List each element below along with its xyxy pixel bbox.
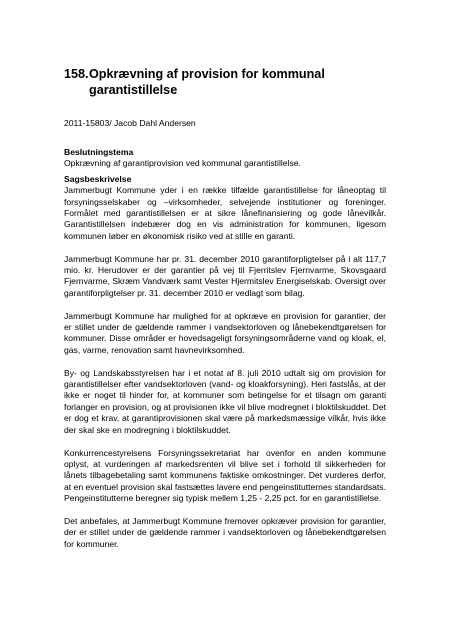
page-title — [64, 66, 364, 98]
document-body — [64, 147, 386, 562]
sagsbeskrivelse-heading: Sagsbeskrivelse — [64, 173, 132, 184]
case-reference: 2011-15803/ Jacob Dahl Andersen — [64, 118, 196, 128]
beslutningstema-text: Opkrævning af garantiprovision ved kommunal garantistillelse. — [64, 158, 301, 169]
title-line-2: garantistillelse — [89, 83, 178, 97]
beslutningstema-heading: Beslutningstema — [64, 147, 134, 157]
paragraph-1: Jammerbugt Kommune yder i en række tilfælde garantistillelse for låneoptag til forsyningsselskaber og –virksomheder, selvejende institutioner og foreninger. Formålet med garantistillelsen er at sikre lånefinansiering og gode lånevilkår. Garantistillelsen indebærer dog en vis administration for kommunen, ligesom kommunen løber en økonomisk risiko ved at stille en garanti. — [64, 185, 386, 241]
title-line-1: Opkrævning af provision for kommunal — [89, 67, 325, 81]
paragraph-2: Jammerbugt Kommune har pr. 31. december 2010 garantiforpligtelser på i alt 117,7 mio. kr. Herudover er der garantier på vej til Fjerritslev Fjernvarme, Skovsgaard Fjernvarme, Skræm Vandværk samt Vester Hjermitslev Energiselskab. Oversigt over garantiforpligtelser pr. 31. december 2010 er vedlagt som bilag. — [64, 253, 386, 298]
title-number: 158. — [64, 67, 89, 81]
paragraph-6: Det anbefales, at Jammerbugt Kommune fremover opkræver provision for garantier, der er stillet under de gældende rammer i vandsektorloven og lånebekendtgørelsen for kommuner. — [64, 515, 386, 549]
paragraph-4: By- og Landskabsstyrelsen har i et notat af 8. juli 2010 udtalt sig om provision for garantistillelser efter vandsektorloven (vand- og kloakforsyning). Heri fastslås, at der ikke er noget til hinder for, at kommuner som betingelse for et tilsagn om garanti forlanger en provision, og at provisionen ikke vil blive modregnet i bloktilskuddet. Det er dog et krav, at garantiprovisionen skal være på markedsmæssige vilkår, hvis ikke der skal ske en modregning i bloktilskuddet. — [64, 367, 386, 435]
paragraph-3: Jammerbugt Kommune har mulighed for at opkræve en provision for garantier, der er stillet under de gældende rammer i vandsektorloven og lånebekendtgørelsen for kommuner. Disse områder er hovedsageligt forsyningsområderne vand og kloak, el, gas, varme, renovation samt havnevirksomhed. — [64, 310, 386, 355]
paragraph-5: Konkurrencestyrelsens Forsyningssekretariat har ovenfor en anden kommune oplyst, at vurderingen af markedsrenten vil blive set i forhold til sikkerheden for lånets tilbagebetaling samt kommunens faktiske omkostninger. Det vurderes derfor, at en eventuel provision skal fastsættes lavere end pengeinstitutternes standardsats. Pengeinstitutterne beregner sig typisk mellem 1,25 - 2,25 pct. for en garantistillelse. — [64, 447, 386, 504]
